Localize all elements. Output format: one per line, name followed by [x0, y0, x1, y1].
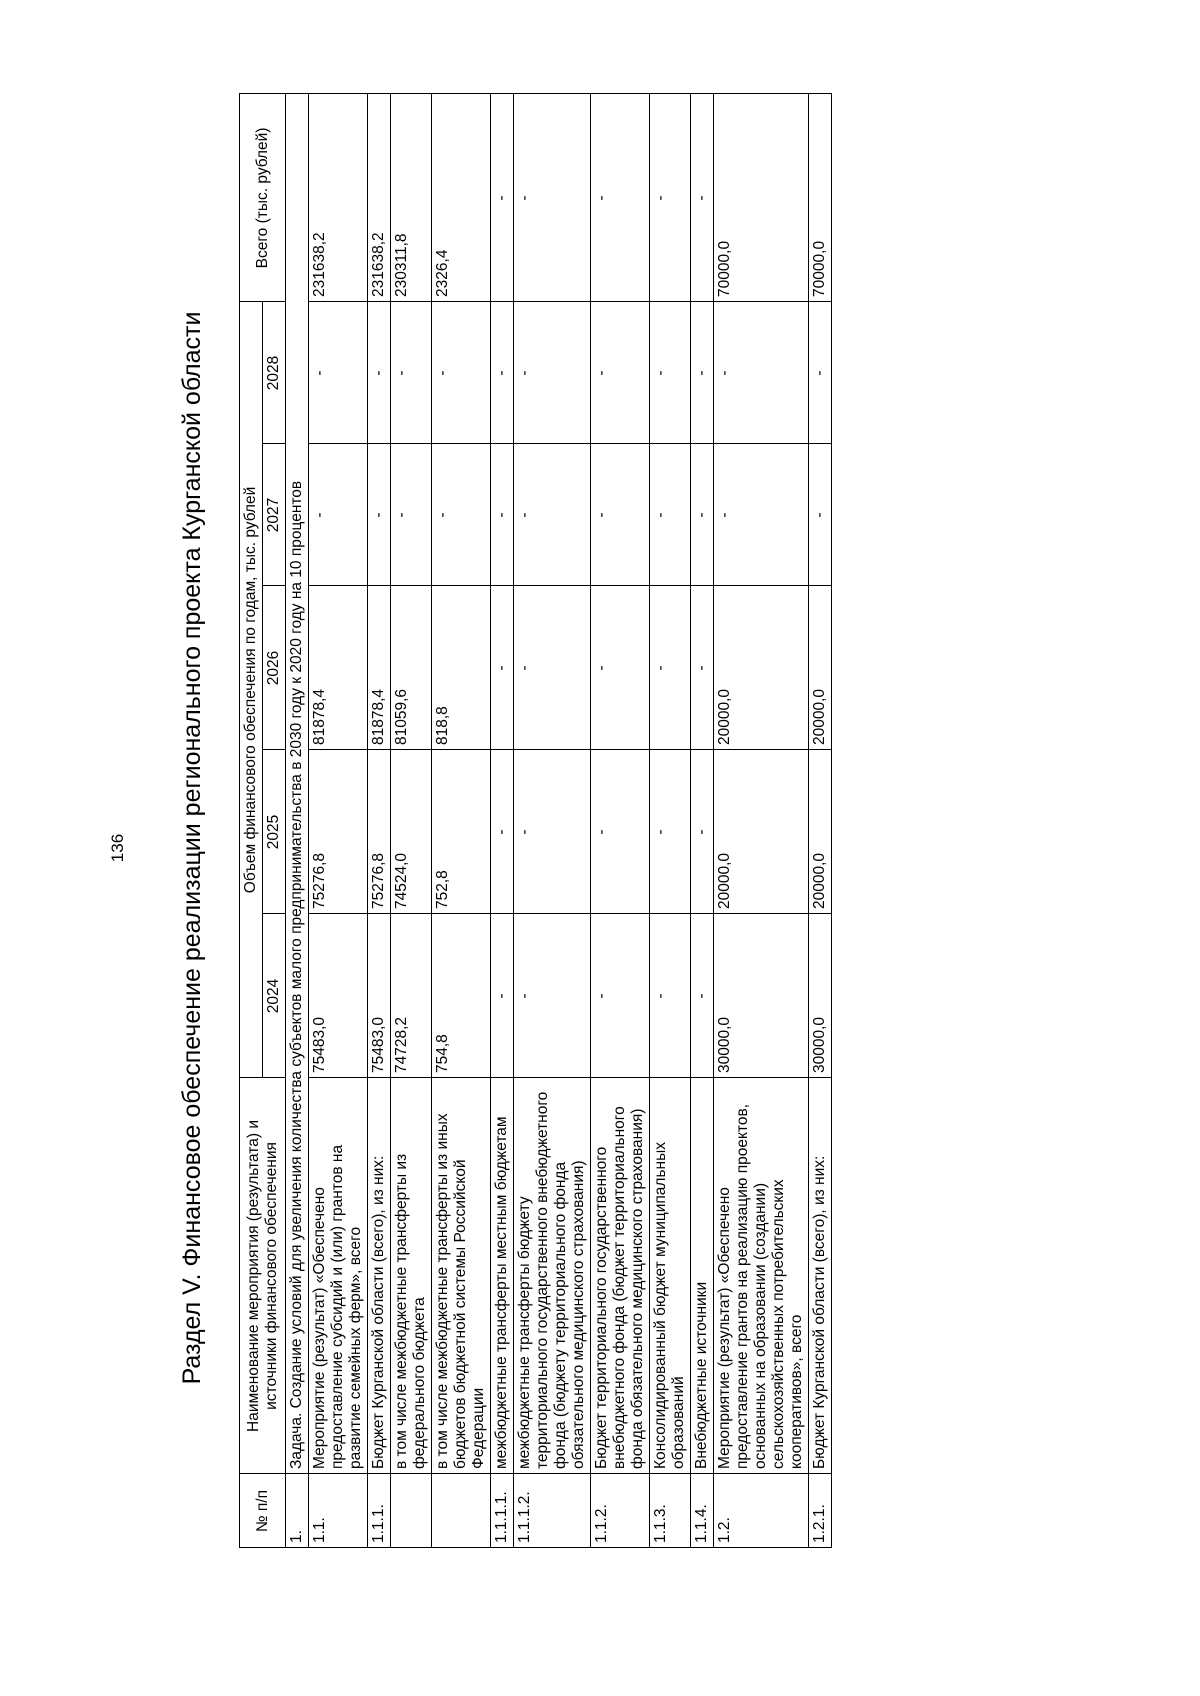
cell-v2028: - [514, 301, 591, 443]
cell-total: 70000,0 [809, 93, 832, 301]
cell-v2028: - [691, 301, 714, 443]
row-number: 1.1. [309, 1474, 368, 1548]
section-title: Раздел V. Финансовое обеспечение реализации регионального проекта Курганской области [178, 311, 206, 1385]
cell-total: - [514, 93, 591, 301]
cell-total: 231638,2 [309, 93, 368, 301]
task-text: Задача. Создание условий для увеличения количества субъектов малого предпринимательства в 2030 году к 2020 году на 10 процентов [286, 93, 309, 1473]
row-number: 1.2. [714, 1474, 809, 1548]
cell-v2024: 30000,0 [714, 914, 809, 1078]
cell-v2025: - [514, 750, 591, 914]
row-number: 1.1.1.1. [491, 1474, 514, 1548]
row-name: в том числе межбюджетные трансферты из иных бюджетов бюджетной системы Российской Федерации [432, 1078, 491, 1474]
header-year: 2025 [263, 750, 286, 914]
table-row [809, 93, 832, 1547]
cell-v2027: - [591, 444, 650, 586]
cell-v2025: 20000,0 [714, 750, 809, 914]
header-volume-group: Объем финансового обеспечения по годам, тыс. рублей [240, 301, 263, 1077]
cell-v2025: 20000,0 [809, 750, 832, 914]
cell-v2024: - [691, 914, 714, 1078]
cell-v2025: 75276,8 [309, 750, 368, 914]
cell-v2026: - [591, 586, 650, 750]
cell-v2027: - [809, 444, 832, 586]
cell-v2027: - [514, 444, 591, 586]
table-row [391, 93, 432, 1547]
table-row [691, 93, 714, 1547]
row-number: 1.1.3. [650, 1474, 691, 1548]
row-name: в том числе межбюджетные трансферты из федерального бюджета [391, 1078, 432, 1474]
page-number: 136 [108, 833, 127, 863]
table-row [714, 93, 809, 1547]
cell-v2027: - [714, 444, 809, 586]
header-year: 2028 [263, 301, 286, 443]
cell-v2025: 752,8 [432, 750, 491, 914]
cell-v2025: - [491, 750, 514, 914]
cell-v2026: 20000,0 [809, 586, 832, 750]
cell-v2025: 74524,0 [391, 750, 432, 914]
cell-total: 70000,0 [714, 93, 809, 301]
row-number: 1.1.1.2. [514, 1474, 591, 1548]
table-row [432, 93, 491, 1547]
task-row [286, 93, 309, 1547]
header-row-1 [240, 93, 263, 1547]
header-year: 2027 [263, 444, 286, 586]
row-number: 1.1.2. [591, 1474, 650, 1548]
cell-total: - [650, 93, 691, 301]
cell-v2026: 81878,4 [368, 586, 391, 750]
cell-v2026: - [491, 586, 514, 750]
cell-v2028: - [650, 301, 691, 443]
row-number [391, 1474, 432, 1548]
header-num: № п/п [240, 1474, 286, 1548]
cell-v2024: - [591, 914, 650, 1078]
row-number [432, 1474, 491, 1548]
cell-v2024: 75483,0 [309, 914, 368, 1078]
cell-v2027: - [650, 444, 691, 586]
cell-v2027: - [491, 444, 514, 586]
cell-v2028: - [714, 301, 809, 443]
cell-v2027: - [432, 444, 491, 586]
financing-table [239, 93, 832, 1548]
header-name: Наименование мероприятия (результата) и источники финансового обеспечения [240, 1078, 286, 1474]
header-total: Всего (тыс. рублей) [240, 93, 286, 301]
header-year: 2024 [263, 914, 286, 1078]
cell-v2025: - [650, 750, 691, 914]
cell-v2024: 74728,2 [391, 914, 432, 1078]
row-name: Бюджет территориального государственного внебюджетного фонда (бюджет территориального фонда обязательного медицинского страхования) [591, 1078, 650, 1474]
cell-v2027: - [309, 444, 368, 586]
cell-v2026: - [691, 586, 714, 750]
cell-v2026: 81878,4 [309, 586, 368, 750]
table-row [368, 93, 391, 1547]
cell-total: - [591, 93, 650, 301]
cell-v2024: 30000,0 [809, 914, 832, 1078]
cell-total: - [691, 93, 714, 301]
cell-v2027: - [691, 444, 714, 586]
cell-total: 2326,4 [432, 93, 491, 301]
row-name: Внебюджетные источники [691, 1078, 714, 1474]
cell-v2026: 81059,6 [391, 586, 432, 750]
cell-v2026: - [514, 586, 591, 750]
header-year: 2026 [263, 586, 286, 750]
cell-v2025: - [591, 750, 650, 914]
cell-v2026: 818,8 [432, 586, 491, 750]
table-row [309, 93, 368, 1547]
row-number: 1.1.1. [368, 1474, 391, 1548]
cell-v2028: - [432, 301, 491, 443]
row-name: Мероприятие (результат) «Обеспечено предоставление грантов на реализацию проектов, основанных на образовании (создании) сельскохозяйственных потребительских кооперативов», всего [714, 1078, 809, 1474]
cell-v2025: - [691, 750, 714, 914]
cell-total: 231638,2 [368, 93, 391, 301]
table-row [650, 93, 691, 1547]
cell-total: 230311,8 [391, 93, 432, 301]
cell-v2027: - [368, 444, 391, 586]
cell-v2028: - [491, 301, 514, 443]
task-num: 1. [286, 1474, 309, 1548]
cell-v2024: 75483,0 [368, 914, 391, 1078]
cell-v2024: 754,8 [432, 914, 491, 1078]
cell-v2028: - [591, 301, 650, 443]
table-row [591, 93, 650, 1547]
row-name: Консолидированный бюджет муниципальных образований [650, 1078, 691, 1474]
cell-v2028: - [391, 301, 432, 443]
row-number: 1.1.4. [691, 1474, 714, 1548]
table-row [514, 93, 591, 1547]
cell-v2024: - [650, 914, 691, 1078]
cell-v2026: - [650, 586, 691, 750]
cell-v2028: - [809, 301, 832, 443]
cell-total: - [491, 93, 514, 301]
cell-v2027: - [391, 444, 432, 586]
cell-v2026: 20000,0 [714, 586, 809, 750]
row-name: Бюджет Курганской области (всего), из них: [809, 1078, 832, 1474]
row-name: межбюджетные трансферты местным бюджетам [491, 1078, 514, 1474]
table-row [491, 93, 514, 1547]
cell-v2025: 75276,8 [368, 750, 391, 914]
row-name: Бюджет Курганской области (всего), из них: [368, 1078, 391, 1474]
row-name: Мероприятие (результат) «Обеспечено предоставление субсидий и (или) грантов на развитие семейных ферм», всего [309, 1078, 368, 1474]
cell-v2024: - [514, 914, 591, 1078]
cell-v2028: - [368, 301, 391, 443]
row-number: 1.2.1. [809, 1474, 832, 1548]
cell-v2024: - [491, 914, 514, 1078]
cell-v2028: - [309, 301, 368, 443]
row-name: межбюджетные трансферты бюджету территориального государственного внебюджетного фонда (бюджету территориального фонда обязательного медицинского страхования) [514, 1078, 591, 1474]
